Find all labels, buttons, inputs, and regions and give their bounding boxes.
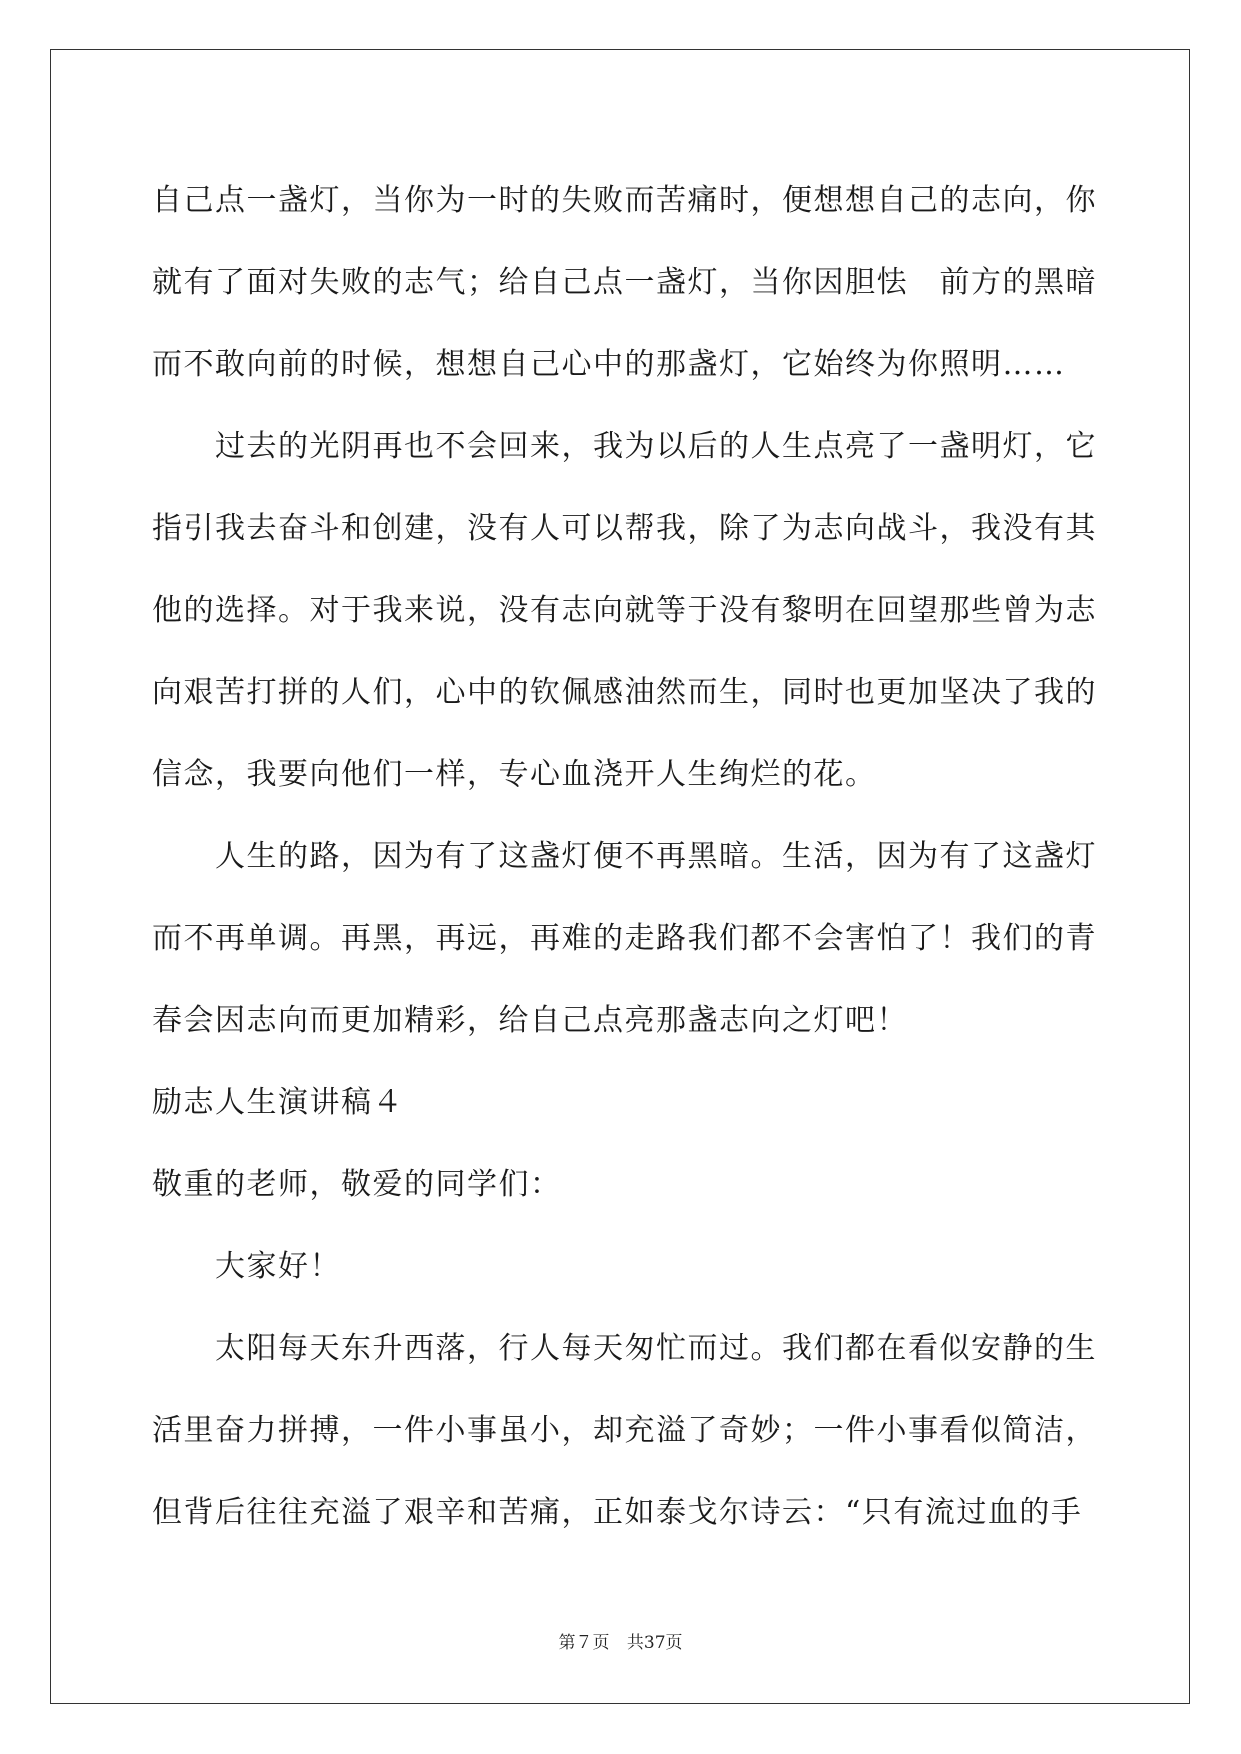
text-line: 过去的光阴再也不会回来，我为以后的人生点亮了一盏明灯，它 xyxy=(215,429,1097,464)
section-heading: 励志人生演讲稿４ xyxy=(152,1085,404,1120)
page-total: 共37页 xyxy=(626,1633,683,1653)
salutation: 敬重的老师，敬爱的同学们： xyxy=(152,1167,562,1202)
text-line: 向艰苦打拼的人们，心中的钦佩感油然而生，同时也更加坚决了我的 xyxy=(152,675,1097,710)
text-line: 而不再单调。再黑，再远，再难的走路我们都不会害怕了！我们的青 xyxy=(152,921,1097,956)
text-line: 春会因志向而更加精彩，给自己点亮那盏志向之灯吧！ xyxy=(152,1003,908,1038)
text-line: 指引我去奋斗和创建，没有人可以帮我，除了为志向战斗，我没有其 xyxy=(152,511,1097,546)
greeting: 大家好！ xyxy=(215,1249,341,1284)
document-body xyxy=(152,160,1097,1554)
page-number: 第７页 xyxy=(558,1633,610,1653)
text-line: 信念，我要向他们一样，专心血浇开人生绚烂的花。 xyxy=(152,757,877,792)
text-line: 而不敢向前的时候，想想自己心中的那盏灯，它始终为你照明…… xyxy=(152,347,1066,382)
text-line: 活里奋力拼搏，一件小事虽小，却充溢了奇妙；一件小事看似简洁， xyxy=(152,1413,1097,1448)
text-line: 但背后往往充溢了艰辛和苦痛，正如泰戈尔诗云：“只有流过血的手 xyxy=(152,1495,1083,1530)
text-line: 太阳每天东升西落，行人每天匆忙而过。我们都在看似安静的生 xyxy=(215,1331,1097,1366)
text-line: 他的选择。对于我来说，没有志向就等于没有黎明在回望那些曾为志 xyxy=(152,593,1097,628)
text-line: 人生的路，因为有了这盏灯便不再黑暗。生活，因为有了这盏灯 xyxy=(215,839,1097,874)
text-line: 就有了面对失败的志气；给自己点一盏灯，当你因胆怯 前方的黑暗 xyxy=(152,265,1097,300)
page-footer xyxy=(0,1628,1241,1653)
text-line: 自己点一盏灯，当你为一时的失败而苦痛时，便想想自己的志向，你 xyxy=(152,183,1097,218)
